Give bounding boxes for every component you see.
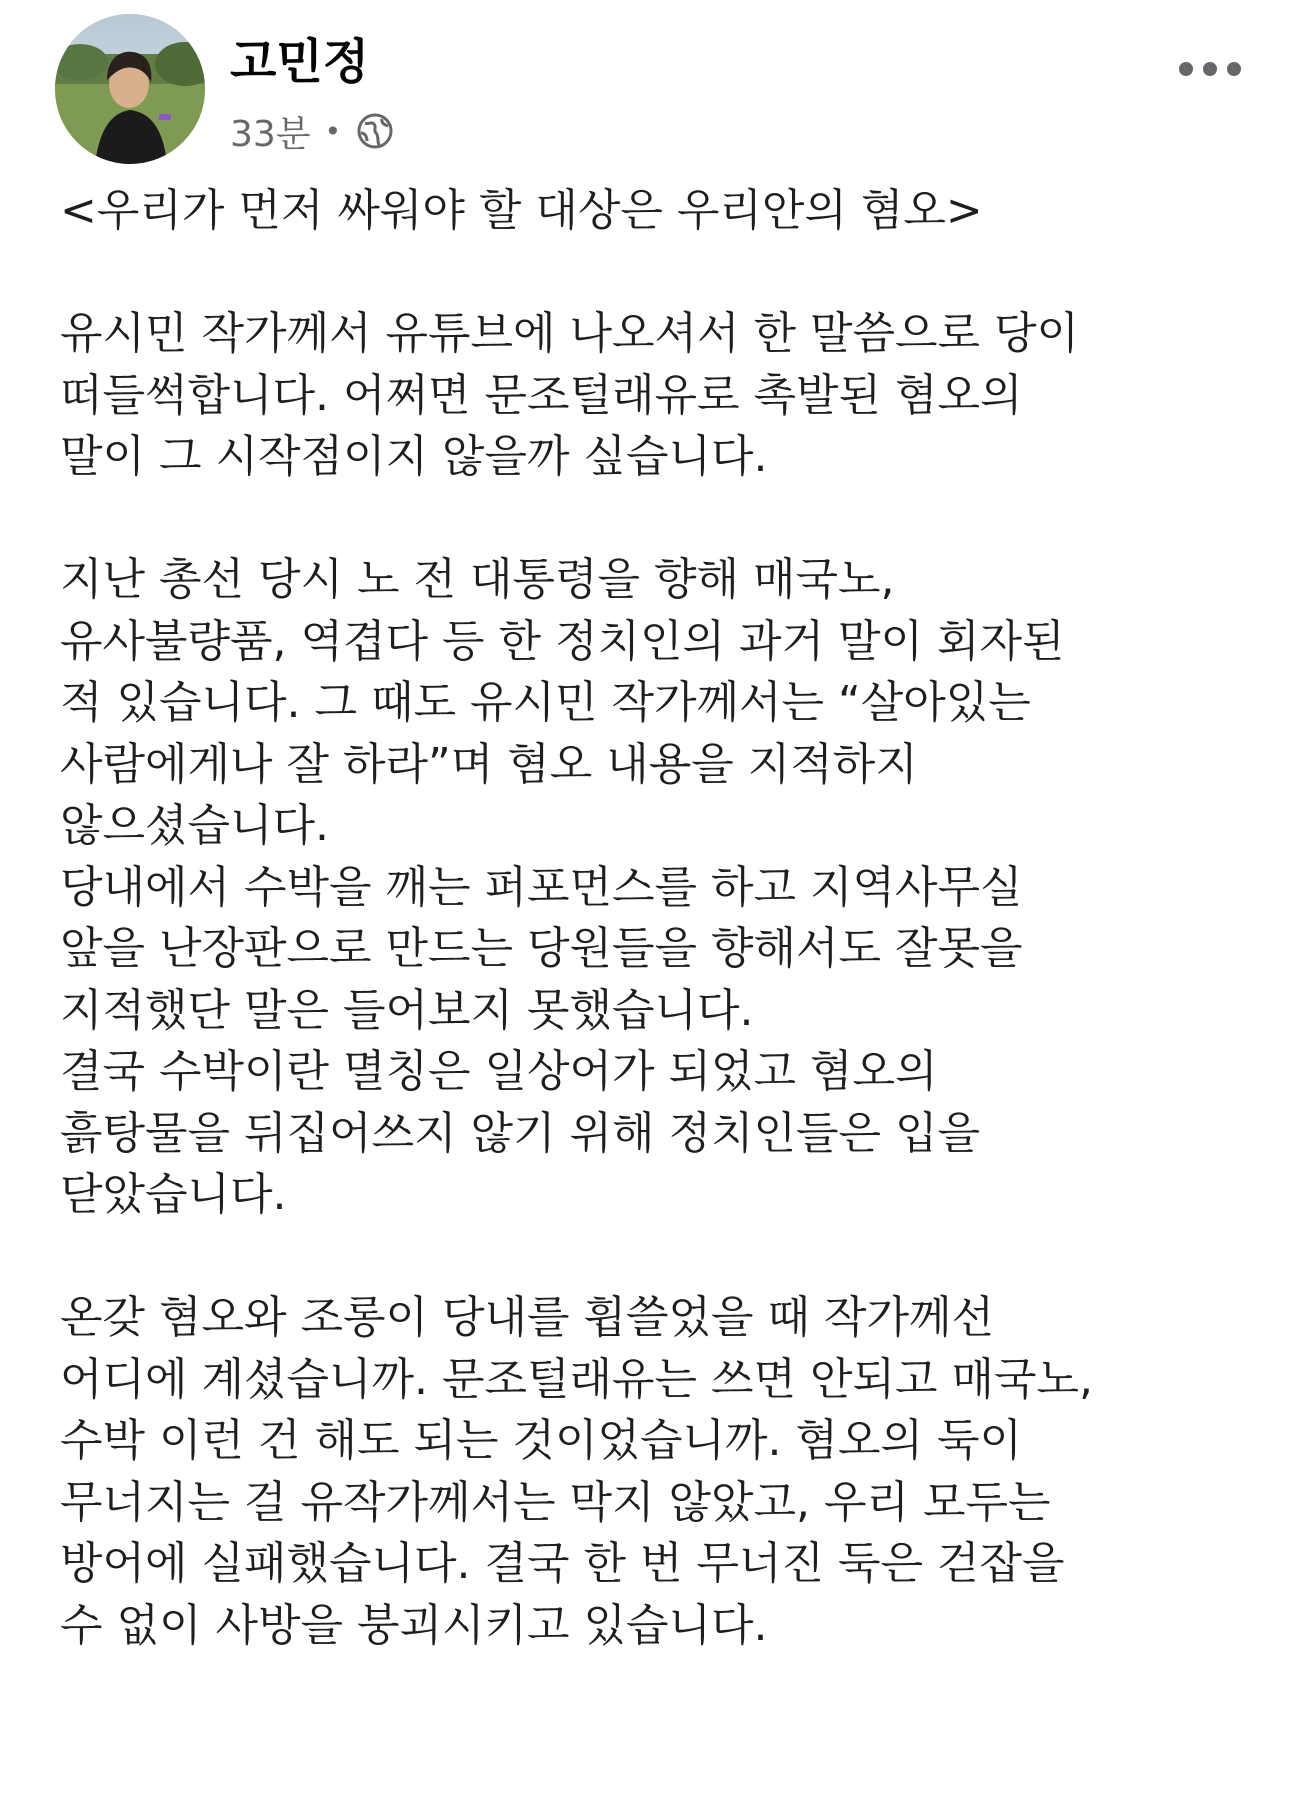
paragraph-gap	[60, 1226, 1250, 1288]
paragraph-line: 수 없이 사방을 붕괴시키고 있습니다.	[60, 1599, 768, 1651]
paragraph-line: 당내에서 수박을 깨는 퍼포먼스를 하고 지역사무실	[60, 861, 1023, 913]
paragraph-line: 온갖 혐오와 조롱이 당내를 휩쓸었을 때 작가께선	[60, 1292, 994, 1343]
paragraph-line: 적 있습니다. 그 때도 유시민 작가께서는 “살아있는	[60, 677, 1031, 728]
post-meta	[230, 106, 395, 156]
paragraph-gap	[60, 242, 1250, 304]
post-header	[55, 14, 1255, 164]
more-horizontal-icon	[1227, 62, 1241, 76]
paragraph-line: 흙탕물을 뒤집어쓰지 않기 위해 정치인들은 입을	[60, 1107, 981, 1159]
paragraph-line: 지적했단 말은 들어보지 못했습니다.	[60, 984, 754, 1036]
post-title: <우리가 먼저 싸워야 할 대상은 우리안의 혐오>	[60, 185, 983, 236]
paragraph-line: 유사불량품, 역겹다 등 한 정치인의 과거 말이 회자된	[60, 615, 1065, 667]
paragraph-line: 유시민 작가께서 유튜브에 나오셔서 한 말씀으로 당이	[60, 308, 1080, 359]
paragraph-line: 떠들썩합니다. 어쩌면 문조털래유로 촉발된 혐오의	[60, 369, 1023, 421]
more-horizontal-icon	[1203, 62, 1217, 76]
paragraph-line: 결국 수박이란 멸칭은 일상어가 되었고 혐오의	[60, 1046, 938, 1097]
meta-separator: •	[324, 114, 342, 148]
post-body	[60, 180, 1250, 1656]
post-timestamp[interactable]: 33분	[230, 113, 311, 155]
more-horizontal-icon	[1179, 62, 1193, 76]
more-options-button[interactable]	[1165, 44, 1255, 94]
paragraph-line: 않으셨습니다.	[60, 800, 330, 851]
paragraph-line: 무너지는 걸 유작가께서는 막지 않았고, 우리 모두는	[60, 1476, 1051, 1528]
paragraph-line: 방어에 실패했습니다. 결국 한 번 무너진 둑은 걷잡을	[60, 1538, 1065, 1589]
paragraph-line: 말이 그 시작점이지 않을까 싶습니다.	[60, 431, 768, 482]
globe-icon[interactable]	[355, 111, 395, 151]
paragraph-line: 지난 총선 당시 노 전 대통령을 향해 매국노,	[60, 554, 895, 605]
paragraph-gap	[60, 488, 1250, 550]
paragraph-line: 닫았습니다.	[60, 1169, 287, 1220]
author-name[interactable]: 고민정	[230, 34, 370, 90]
avatar-photo	[55, 14, 205, 164]
paragraph-line: 수박 이런 건 해도 되는 것이었습니까. 혐오의 둑이	[60, 1415, 1022, 1466]
paragraph-line: 어디에 계셨습니까. 문조털래유는 쓰면 안되고 매국노,	[60, 1353, 1093, 1405]
avatar[interactable]	[55, 14, 205, 164]
paragraph-line: 앞을 난장판으로 만드는 당원들을 향해서도 잘못을	[60, 923, 1023, 974]
paragraph-line: 사람에게나 잘 하라”며 혐오 내용을 지적하지	[60, 738, 918, 790]
